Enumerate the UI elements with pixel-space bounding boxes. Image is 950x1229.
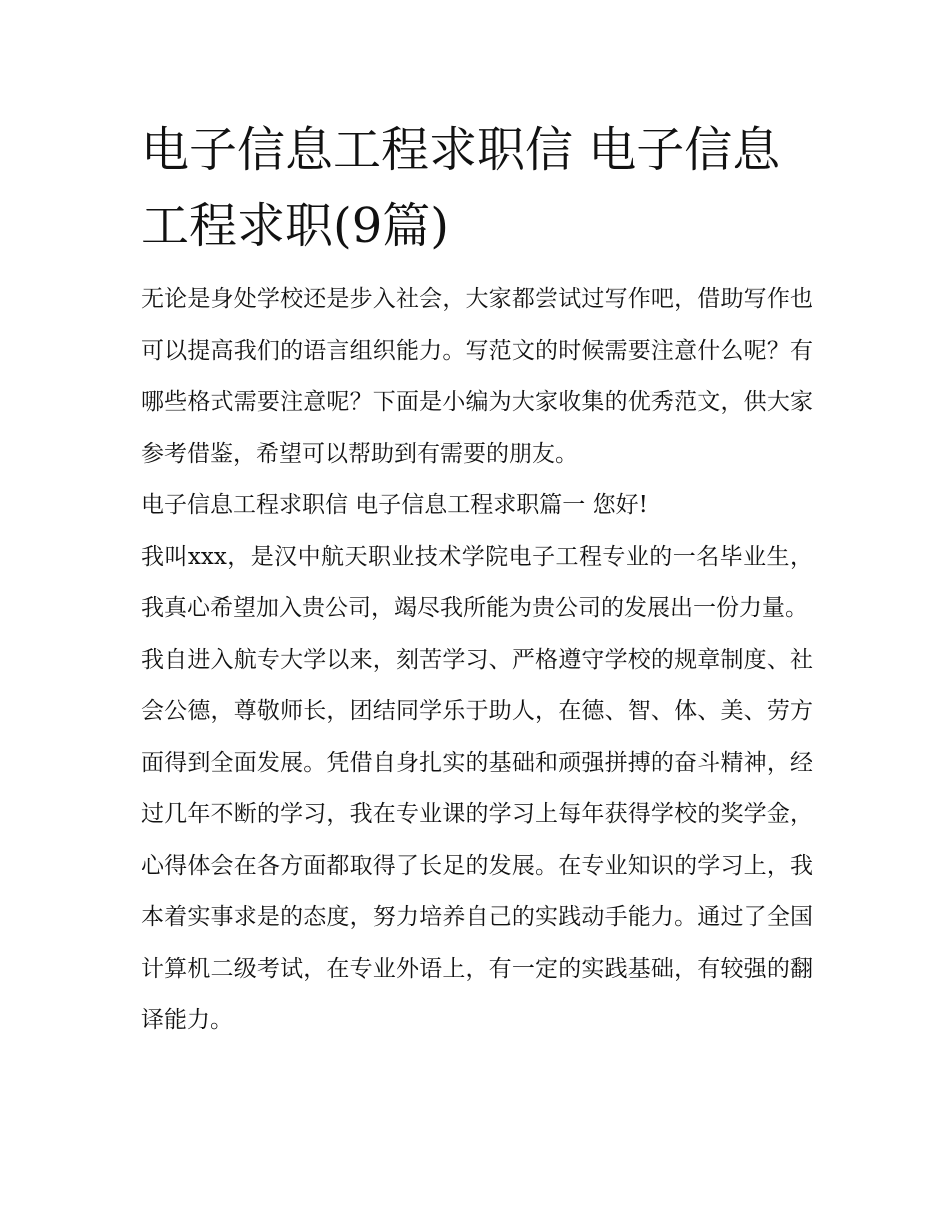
document-page [141, 112, 813, 1047]
intro-paragraph: 无论是身处学校还是步入社会，大家都尝试过写作吧，借助写作也可以提高我们的语言组织能力。写范文的时候需要注意什么呢？有哪些格式需要注意呢？下面是小编为大家收集的优秀范文，供大家参考借鉴，希望可以帮助到有需要的朋友。 [141, 286, 813, 467]
document-title: 电子信息工程求职信 电子信息工程求职(9篇) [141, 122, 781, 254]
self-intro-paragraph: 我叫xxx，是汉中航天职业技术学院电子工程专业的一名毕业生，我真心希望加入贵公司，竭尽我所能为贵公司的发展出一份力量。 [141, 543, 813, 621]
study-experience-paragraph: 我自进入航专大学以来，刻苦学习、严格遵守学校的规章制度、社会公德，尊敬师长，团结同学乐于助人，在德、智、体、美、劳方面得到全面发展。凭借自身扎实的基础和顽强拼搏的奋斗精神，经过几年不断的学习，我在专业课的学习上每年获得学校的奖学金，心得体会在各方面都取得了长足的发展。在专业知识的学习上，我本着实事求是的态度，努力培养自己的实践动手能力。通过了全国计算机二级考试，在专业外语上，有一定的实践基础，有较强的翻译能力。 [141, 646, 813, 1033]
letter-heading-paragraph: 电子信息工程求职信 电子信息工程求职篇一 您好! [141, 492, 648, 518]
